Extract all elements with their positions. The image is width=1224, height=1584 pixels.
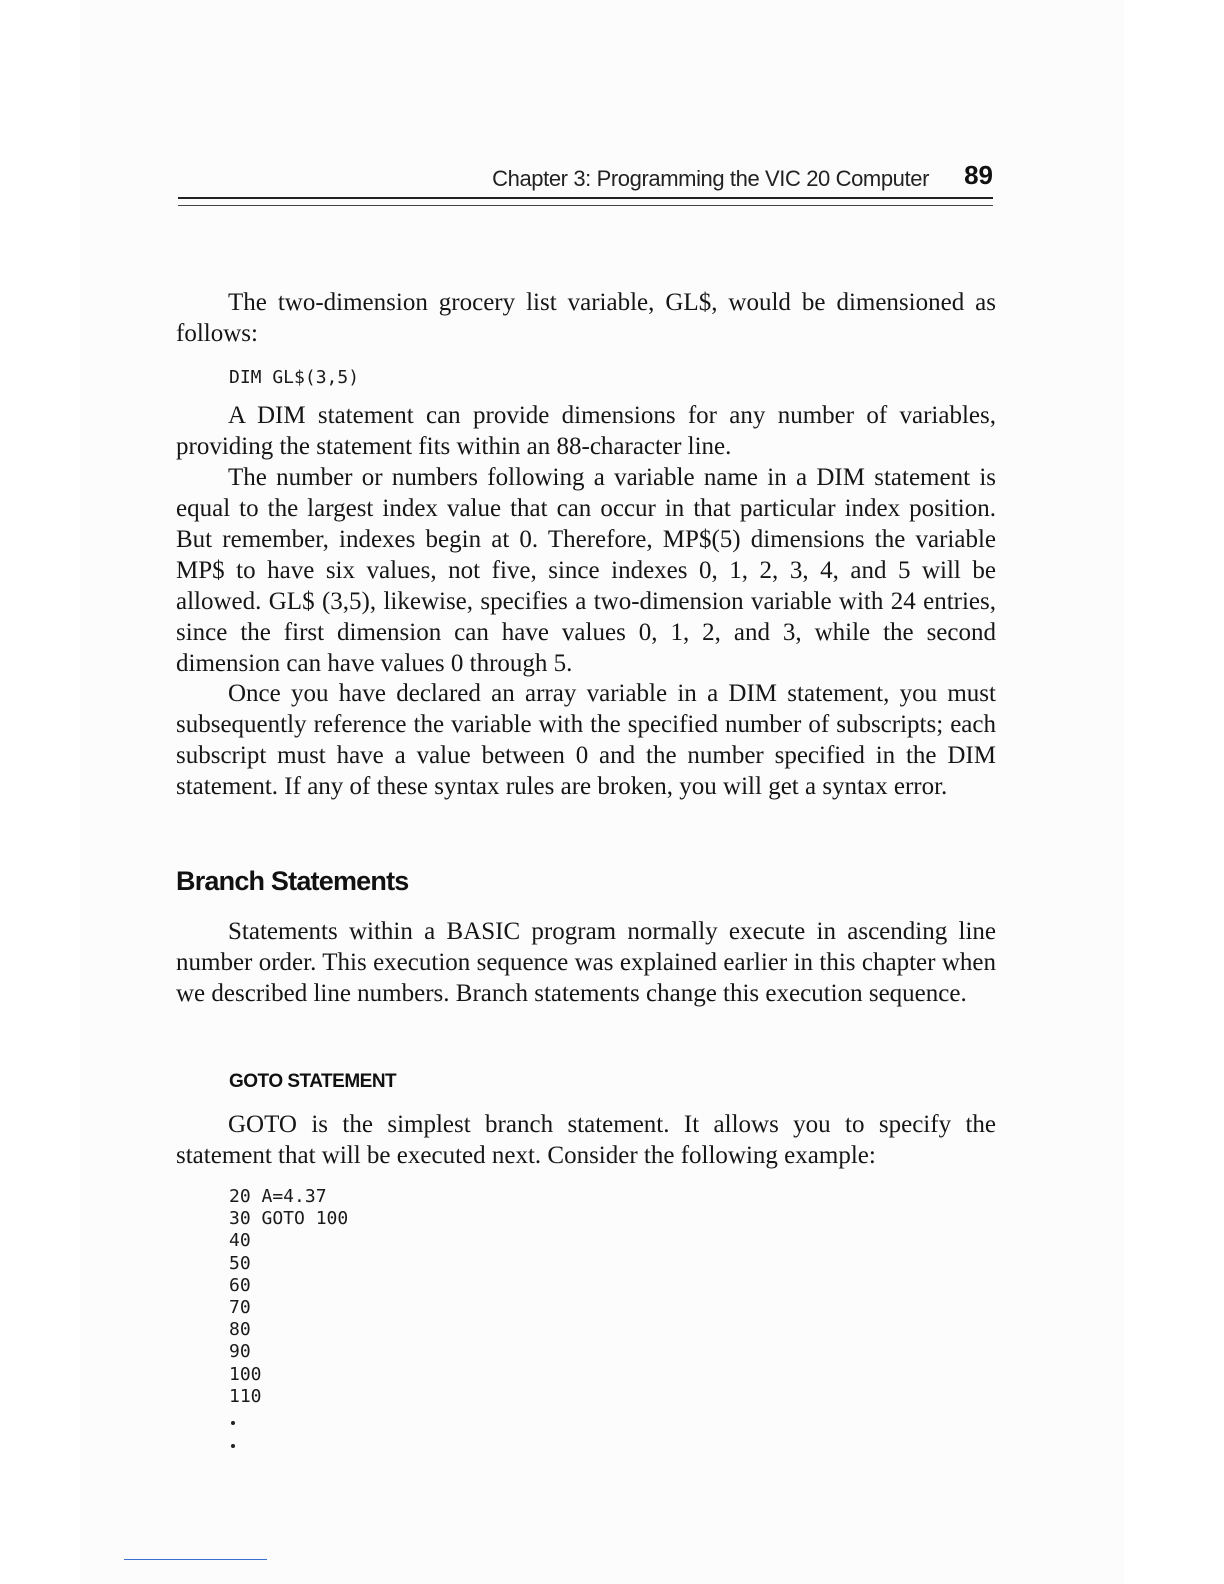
paragraph-index-values: The number or numbers following a variable name in a DIM statement is equal to the largest index value that can occur in that particular index position. But remember, indexes begin at 0. Therefore, MP$(5) dimensions the variable MP$ to have six values, not five, since indexes 0, 1, 2, 3, 4, and 5 will be allowed. GL$ (3,5), likewise, specifies a two-dimension variable with 24 entries, since the first dimension can have values 0, 1, 2, and 3, while the second dimension can have values 0 through 5. bbox=[176, 464, 996, 677]
code-line: 20 A=4.37 bbox=[229, 1186, 327, 1207]
code-line: 70 bbox=[229, 1296, 251, 1318]
code-line: 100 bbox=[229, 1363, 262, 1385]
code-line: 30 GOTO 100 bbox=[229, 1208, 349, 1230]
header-rule-thin bbox=[178, 205, 993, 206]
section-heading: Branch Statements bbox=[176, 866, 409, 896]
header-rule bbox=[178, 197, 993, 199]
code-line: 40 bbox=[229, 1230, 251, 1252]
code-line: 50 bbox=[229, 1252, 251, 1274]
scan-underline bbox=[124, 1559, 267, 1560]
paragraph-branch-intro: Statements within a BASIC program normally execute in ascending line number order. This execution sequence was explained earlier in this chapter when we described line numbers. Branch statements change this execution sequence. bbox=[176, 918, 996, 1007]
page-number: 89 bbox=[964, 160, 993, 190]
code-line: 110 bbox=[229, 1385, 262, 1407]
paragraph-dim-statement: A DIM statement can provide dimensions for any number of variables, providing the statement fits within an 88-character line. bbox=[176, 402, 996, 460]
paragraph-array-subscripts: Once you have declared an array variable in a DIM statement, you must subsequently reference the variable with the specified number of subscripts; each subscript must have a value between 0 and the number specified in the DIM statement. If any of these syntax rules are broken, you will get a syntax error. bbox=[176, 680, 996, 800]
code-dim-statement: DIM GL$(3,5) bbox=[229, 367, 360, 388]
paragraph-goto-intro: GOTO is the simplest branch statement. It allows you to specify the statement that will be executed next. Consider the following example: bbox=[176, 1111, 996, 1169]
code-line: 90 bbox=[229, 1341, 251, 1363]
chapter-title: Chapter 3: Programming the VIC 20 Computer bbox=[492, 166, 929, 191]
running-head bbox=[178, 160, 993, 194]
continuation-dot bbox=[231, 1444, 235, 1448]
continuation-dot bbox=[231, 1421, 235, 1425]
code-line: 60 bbox=[229, 1274, 251, 1296]
paragraph-grocery-list: The two-dimension grocery list variable, GL$, would be dimensioned as follows: bbox=[176, 289, 996, 347]
subsection-heading: GOTO STATEMENT bbox=[229, 1071, 397, 1092]
code-line: 80 bbox=[229, 1319, 251, 1341]
code-listing bbox=[229, 1186, 348, 1408]
